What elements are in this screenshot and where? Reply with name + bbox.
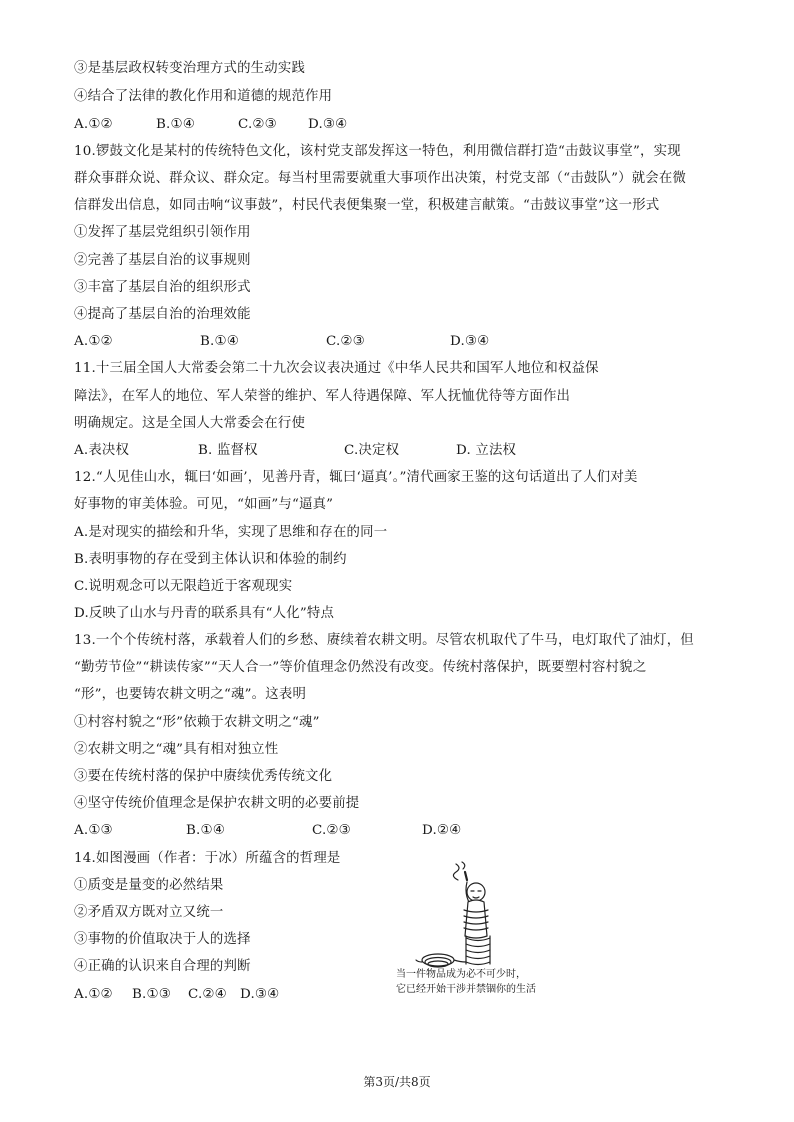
q14-option-c: C.②④ — [188, 987, 227, 1002]
q9-statement-3: ③是基层政权转变治理方式的生动实践 — [74, 61, 306, 76]
q13-options — [74, 820, 461, 842]
q10-option-c: C.②③ — [326, 334, 365, 349]
q13-stem-line-2: “勤劳节俭”“耕读传家”“天人合一”等价值理念仍然没有改变。传统村落保护，既要塑村容村貌之 — [74, 660, 647, 675]
q14-option-d: D.③④ — [240, 987, 280, 1002]
q12-stem-line-1: 12.“人见佳山水，辄曰‘如画’，见善丹青，辄曰‘逼真’。”清代画家王鉴的这句话道出了人们对美 — [74, 470, 638, 485]
q11-stem-line-3: 明确规定。这是全国人大常委会在行使 — [74, 416, 306, 431]
q13-statement-4: ④坚守传统价值理念是保护农耕文明的必要前提 — [74, 796, 360, 811]
q13-stem-line-1: 13.一个个传统村落，承载着人们的乡愁、赓续着农耕文明。尽管农机取代了牛马，电灯取代了油灯，但 — [74, 633, 694, 648]
q11-stem-line-1: 11.十三届全国人大常委会第二十九次会议表决通过《中华人民共和国军人地位和权益保 — [74, 361, 599, 376]
q9-option-c: C.②③ — [238, 117, 277, 132]
q11-option-d: D. 立法权 — [456, 443, 517, 458]
q14-options — [74, 984, 279, 1006]
q14-option-a: A.①② — [74, 987, 113, 1002]
q14-statement-2: ②矛盾双方既对立又统一 — [74, 905, 224, 920]
q11-stem-line-2: 障法》，在军人的地位、军人荣誉的维护、军人待遇保障、军人抚恤优待等方面作出 — [74, 389, 571, 404]
q10-statement-3: ③丰富了基层自治的组织形式 — [74, 280, 251, 295]
q13-option-d: D.②④ — [422, 823, 462, 838]
q9-option-d: D.③④ — [308, 117, 348, 132]
q12-option-c: C.说明观念可以无限趋近于客观现实 — [74, 579, 293, 594]
q10-options — [74, 331, 489, 353]
q9-option-b: B.①④ — [156, 117, 195, 132]
q14-statement-4: ④正确的认识来自合理的判断 — [74, 959, 251, 974]
q10-stem-line-2: 群众事群众说、群众议、群众定。每当村里需要就重大事项作出决策，村党支部（“击鼓队”）就会在微 — [74, 171, 687, 186]
q11-options — [74, 440, 516, 462]
q10-option-a: A.①② — [74, 334, 113, 349]
q12-option-b: B.表明事物的存在受到主体认识和体验的制约 — [74, 552, 347, 567]
q10-statement-1: ①发挥了基层党组织引领作用 — [74, 225, 251, 240]
q12-option-a: A.是对现实的描绘和升华，实现了思维和存在的同一 — [74, 525, 388, 540]
q13-option-c: C.②③ — [312, 823, 351, 838]
q13-option-b: B.①④ — [186, 823, 225, 838]
q10-option-b: B.①④ — [200, 334, 239, 349]
q14-option-b: B.①③ — [132, 987, 171, 1002]
q10-stem-line-3: 信群发出信息，如同击响“议事鼓”，村民代表便集聚一堂，积极建言献策。“击鼓议事堂”这一形式 — [74, 198, 660, 213]
q10-statement-2: ②完善了基层自治的议事规则 — [74, 253, 251, 268]
q13-option-a: A.①③ — [74, 823, 113, 838]
q13-statement-3: ③要在传统村落的保护中赓续优秀传统文化 — [74, 769, 333, 784]
q11-option-b: B. 监督权 — [198, 443, 258, 458]
q11-option-a: A.表决权 — [74, 443, 130, 458]
q10-statement-4: ④提高了基层自治的治理效能 — [74, 307, 251, 322]
q13-stem-line-3: “形”，也要铸农耕文明之“魂”。这表明 — [74, 687, 307, 702]
cartoon-caption-line-1: 当一件物品成为必不可少时， — [396, 969, 526, 980]
q14-stem: 14.如图漫画（作者：于冰）所蕴含的哲理是 — [74, 851, 341, 866]
q10-option-d: D.③④ — [450, 334, 490, 349]
q9-statement-4: ④结合了法律的教化作用和道德的规范作用 — [74, 89, 333, 104]
q14-statement-1: ①质变是量变的必然结果 — [74, 878, 224, 893]
q9-options — [74, 114, 347, 136]
q14-statement-3: ③事物的价值取决于人的选择 — [74, 932, 251, 947]
q9-option-a: A.①② — [74, 117, 113, 132]
cartoon-caption-line-2: 它已经开始干涉并禁锢你的生活 — [396, 984, 536, 995]
page-footer: 第3页/共8页 — [363, 1075, 431, 1089]
q13-statement-1: ①村容村貌之“形”依赖于农耕文明之“魂” — [74, 715, 320, 730]
q13-statement-2: ②农耕文明之“魂”具有相对独立性 — [74, 742, 279, 757]
q12-option-d: D.反映了山水与丹青的联系具有“人化”特点 — [74, 606, 335, 621]
q11-option-c: C.决定权 — [344, 443, 400, 458]
q12-stem-line-2: 好事物的审美体验。可见，“如画”与“逼真” — [74, 497, 334, 512]
q10-stem-line-1: 10.锣鼓文化是某村的传统特色文化，该村党支部发挥这一特色，利用微信群打造“击鼓议事堂”，实现 — [74, 144, 681, 159]
